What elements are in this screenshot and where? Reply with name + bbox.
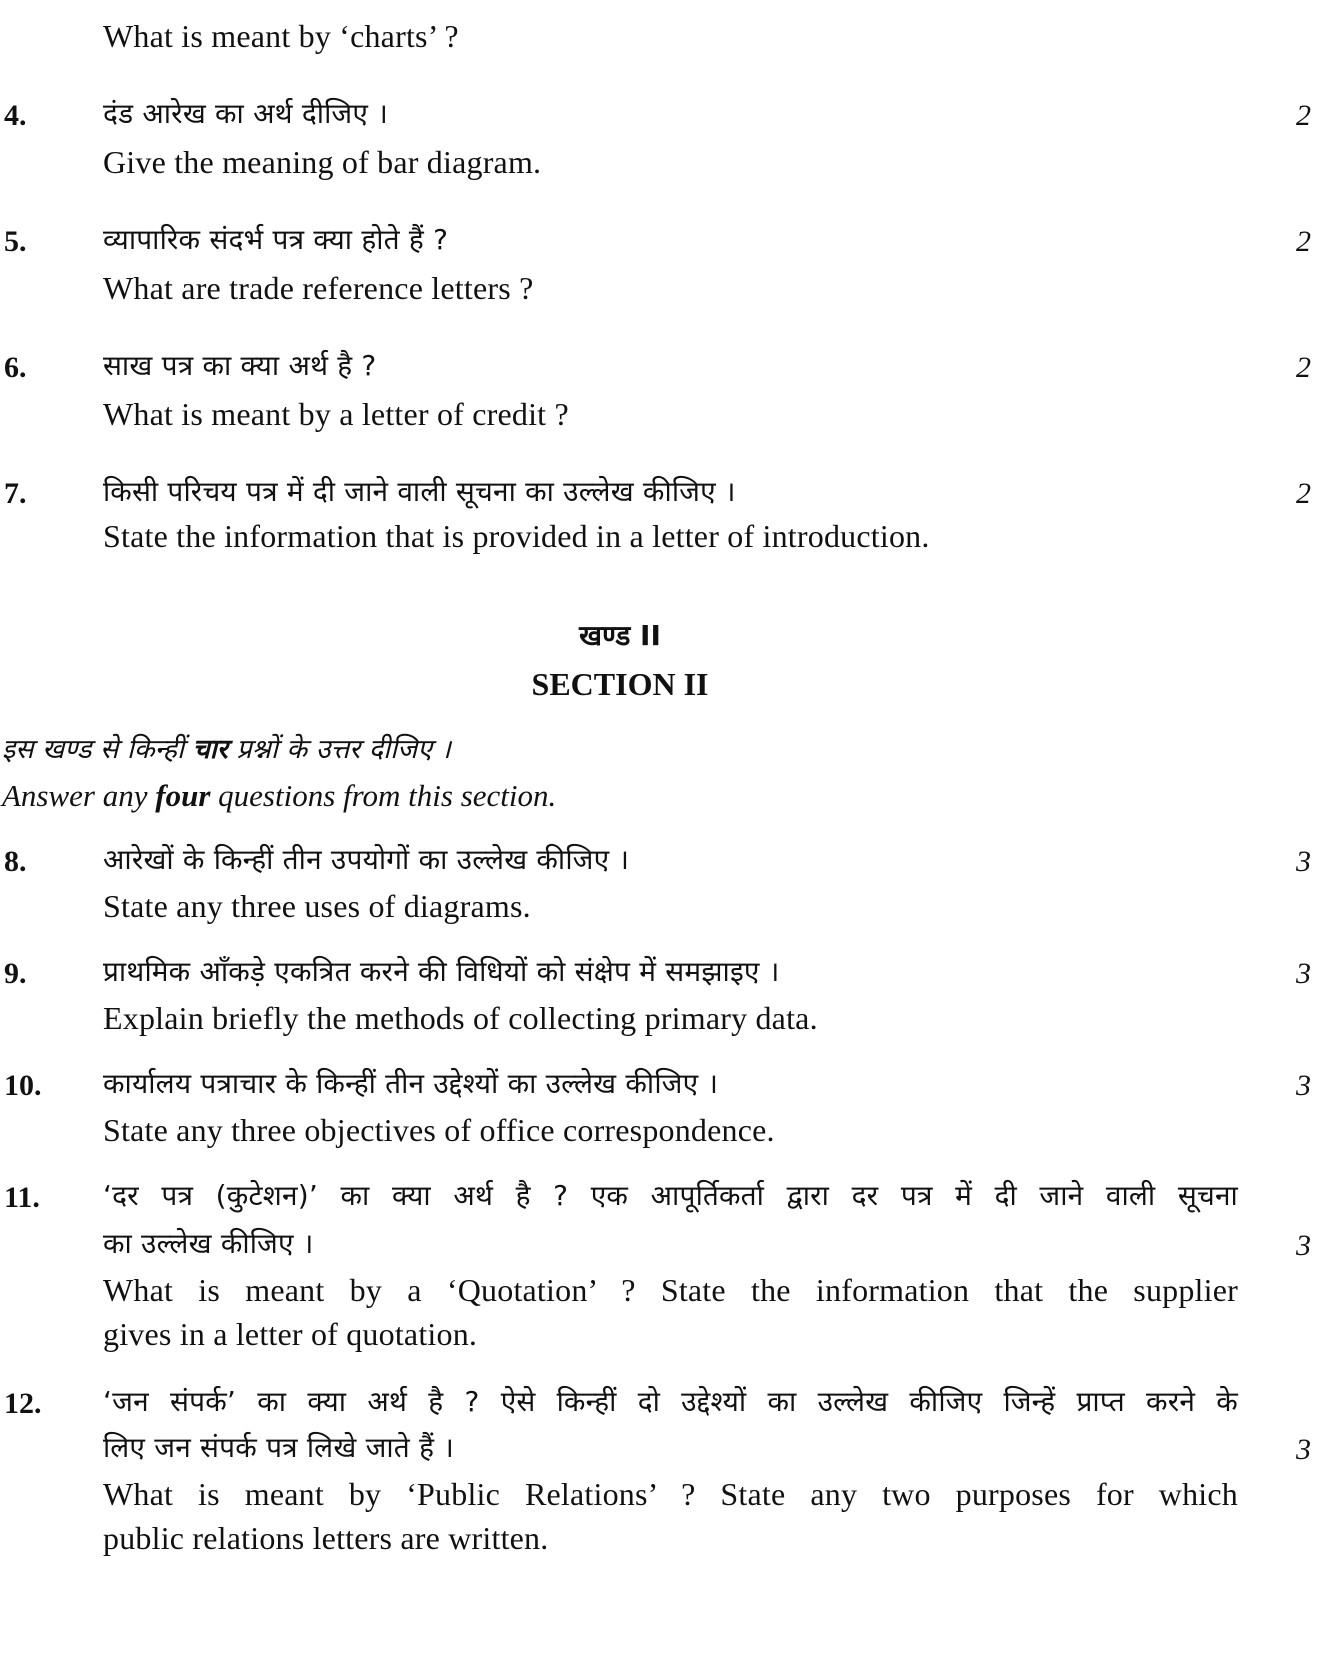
question-english: Explain briefly the methods of collecting primary data. xyxy=(103,1000,818,1036)
instruction-english-text: questions from this section. xyxy=(210,778,557,813)
question-number: 8. xyxy=(4,845,27,878)
question-english: State any three uses of diagrams. xyxy=(103,888,531,924)
question-hindi-line-2: लिए जन संपर्क पत्र लिखे जाते हैं । xyxy=(103,1431,455,1464)
question-english: Give the meaning of bar diagram. xyxy=(103,144,542,180)
question-marks: 3 xyxy=(1296,1069,1311,1102)
question-hindi: किसी परिचय पत्र में दी जाने वाली सूचना का उल्लेख कीजिए । xyxy=(103,475,736,508)
question-hindi-line-2: का उल्लेख कीजिए । xyxy=(103,1227,314,1260)
question-number: 7. xyxy=(4,477,27,510)
question-3-english: What is meant by ‘charts’ ? xyxy=(103,18,459,54)
question-hindi: दंड आरेख का अर्थ दीजिए । xyxy=(103,97,389,130)
question-hindi-line-1: ‘दर पत्र (कुटेशन)’ का क्या अर्थ है ? एक आपूर्तिकर्ता द्वारा दर पत्र में दी जाने वाली सूचना xyxy=(103,1179,1238,1212)
question-english-line-1: What is meant by a ‘Quotation’ ? State the information that the supplier xyxy=(103,1272,1238,1308)
question-english-line-2: public relations letters are written. xyxy=(103,1520,549,1556)
question-number: 5. xyxy=(4,225,27,258)
question-marks: 3 xyxy=(1296,845,1311,878)
question-number: 10. xyxy=(4,1069,42,1102)
section-title-english: SECTION II xyxy=(531,666,709,702)
question-english: State the information that is provided in a letter of introduction. xyxy=(103,518,930,554)
question-english: What is meant by a letter of credit ? xyxy=(103,396,569,432)
question-hindi: कार्यालय पत्राचार के किन्हीं तीन उद्देश्यों का उल्लेख कीजिए । xyxy=(103,1067,719,1100)
question-english: What are trade reference letters ? xyxy=(103,270,534,306)
question-hindi-line-1: ‘जन संपर्क’ का क्या अर्थ है ? ऐसे किन्हीं दो उद्देश्यों का उल्लेख कीजिए जिन्हें प्राप्त करने के xyxy=(103,1385,1238,1418)
instruction-hindi-text: प्रश्नों के उत्तर दीजिए । xyxy=(227,734,451,765)
instruction-english-emphasis: four xyxy=(155,778,211,813)
question-hindi: प्राथमिक आँकड़े एकत्रित करने की विधियों को संक्षेप में समझाइए । xyxy=(103,955,780,988)
question-number: 9. xyxy=(4,957,27,990)
question-marks: 2 xyxy=(1296,225,1311,258)
question-number: 4. xyxy=(4,99,27,132)
question-english-line-2: gives in a letter of quotation. xyxy=(103,1316,478,1352)
question-hindi: व्यापारिक संदर्भ पत्र क्या होते हैं ? xyxy=(103,223,449,256)
question-english: State any three objectives of office correspondence. xyxy=(103,1112,775,1148)
question-marks: 2 xyxy=(1296,351,1311,384)
section-instruction-hindi xyxy=(2,730,451,770)
question-marks: 2 xyxy=(1296,477,1311,510)
section-title-hindi: खण्ड II xyxy=(579,619,661,652)
question-number: 11. xyxy=(4,1181,40,1214)
instruction-hindi-emphasis: चार xyxy=(192,734,228,765)
question-number: 6. xyxy=(4,351,27,384)
question-hindi: साख पत्र का क्या अर्थ है ? xyxy=(103,349,377,382)
question-marks: 3 xyxy=(1296,1433,1311,1466)
instruction-english-text: Answer any xyxy=(2,778,156,813)
question-marks: 3 xyxy=(1296,957,1311,990)
section-instruction-english xyxy=(2,776,556,816)
question-number: 12. xyxy=(4,1387,42,1420)
question-marks: 3 xyxy=(1296,1229,1311,1262)
question-hindi: आरेखों के किन्हीं तीन उपयोगों का उल्लेख कीजिए । xyxy=(103,843,630,876)
instruction-hindi-text: इस खण्ड से किन्हीं xyxy=(2,734,193,765)
question-marks: 2 xyxy=(1296,99,1311,132)
question-english-line-1: What is meant by ‘Public Relations’ ? State any two purposes for which xyxy=(103,1476,1238,1512)
